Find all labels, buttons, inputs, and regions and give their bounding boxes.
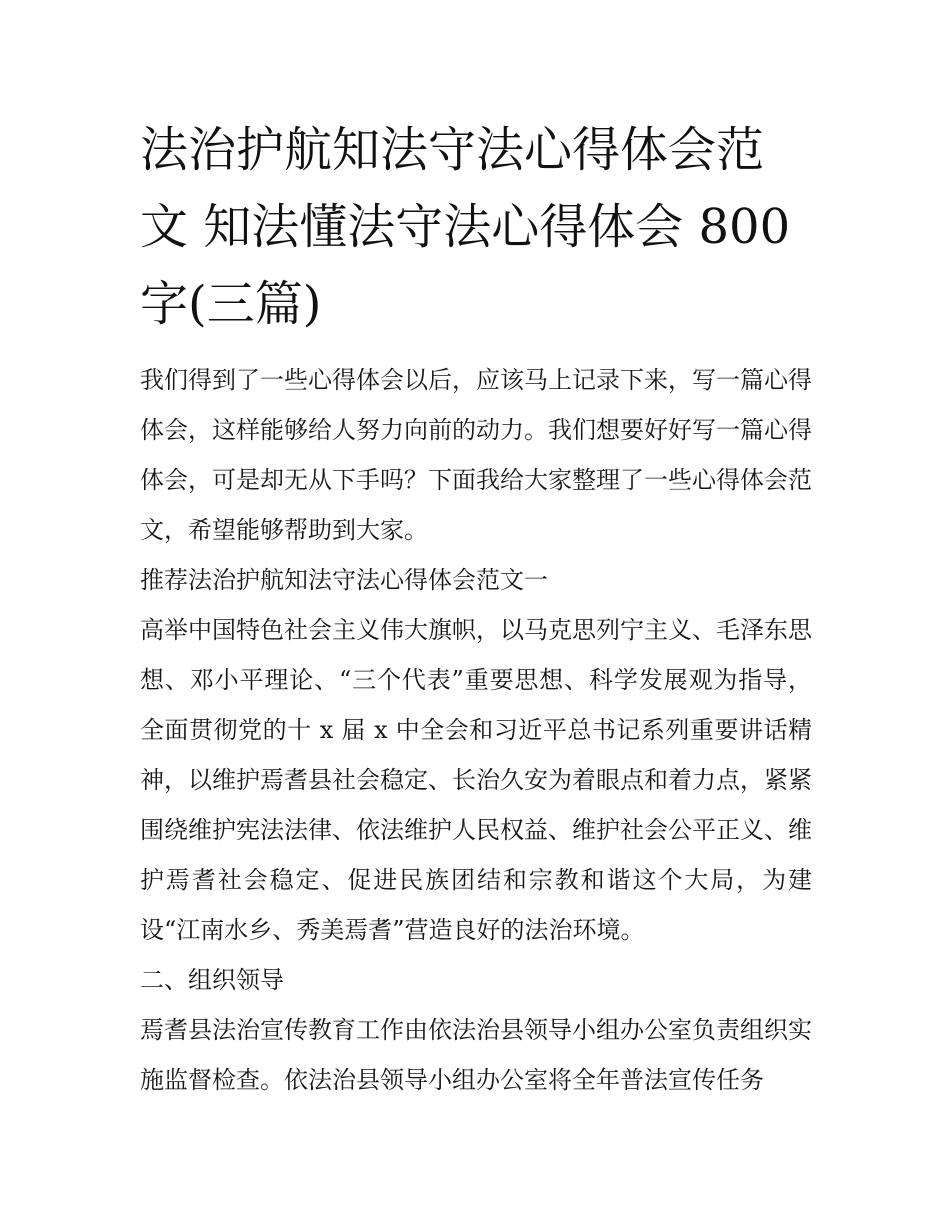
title-line-3: 字(三篇)	[140, 276, 322, 332]
organization-paragraph: 焉耆县法治宣传教育工作由依法治县领导小组办公室负责组织实施监督检查。依法治县领导小组办公室将全年普法宣传任务	[140, 1016, 812, 1094]
section-heading-recommend: 推荐法治护航知法守法心得体会范文一	[140, 566, 548, 594]
title-line-1: 法治护航知法守法心得体会范	[140, 122, 765, 178]
section-heading-organization: 二、组织领导	[140, 966, 284, 994]
document-title	[140, 112, 812, 343]
document-content	[140, 112, 812, 1105]
intro-paragraph: 我们得到了一些心得体会以后，应该马上记录下来，写一篇心得体会，这样能够给人努力向前的动力。我们想要好好写一篇心得体会，可是却无从下手吗？下面我给大家整理了一些心得体会范文，希望能够帮助到大家。	[140, 366, 812, 544]
guiding-ideology-paragraph: 高举中国特色社会主义伟大旗帜，以马克思列宁主义、毛泽东思想、邓小平理论、“三个代表”重要思想、科学发展观为指导，全面贯彻党的十 x 届 x 中全会和习近平总书记系列重要讲话精神，以维护焉耆县社会稳定、长治久安为着眼点和着力点，紧紧围绕维护宪法法律、依法维护人民权益、维护社会公平正义、维护焉耆社会稳定、促进民族团结和宗教和谐这个大局，为建设“江南水乡、秀美焉耆”营造良好的法治环境。	[140, 616, 812, 944]
title-line-2: 文 知法懂法守法心得体会 800	[140, 199, 791, 255]
